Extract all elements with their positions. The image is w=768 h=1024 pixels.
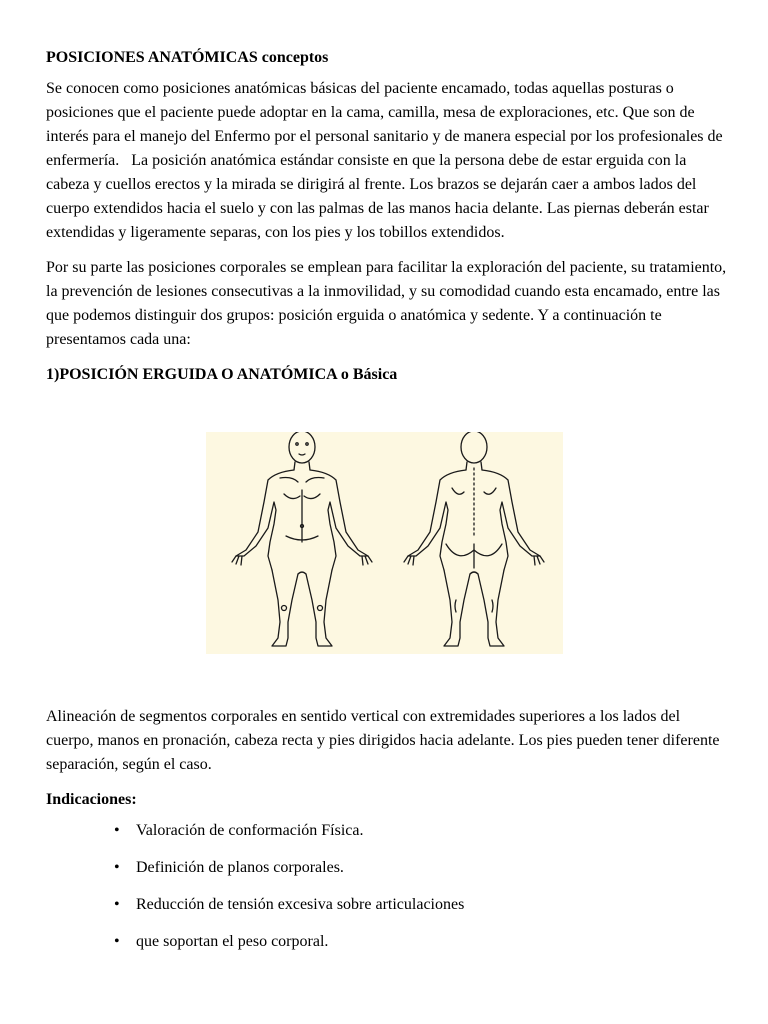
list-item-text: Definición de planos corporales. (136, 859, 344, 876)
indications-list (46, 819, 728, 954)
list-item-text: que soportan el peso corporal. (136, 933, 329, 950)
indications-heading: Indicaciones: (46, 791, 137, 808)
list-item (46, 856, 728, 880)
list-item (46, 893, 728, 917)
document-page (46, 46, 731, 394)
anatomical-position-figure (206, 432, 563, 654)
body-back-icon (404, 432, 544, 646)
after-figure-section (46, 705, 728, 967)
bullet: • (114, 933, 120, 950)
intro-paragraph: Se conocen como posiciones anatómicas básicas del paciente encamado, todas aquellas posturas o posiciones que el paciente puede adoptar en la cama, camilla, mesa de exploraciones, etc. Que son de interés para el manejo del Enfermo por el personal sanitario y de manera especial por los profesionales de enfermería. La posición anatómica estándar consiste en que la persona debe de estar erguida con la cabeza y cuellos erectos y la mirada se dirigirá al frente. Los brazos se dejarán caer a ambos lados del cuerpo extendidos hacia el suelo y con las palmas de las manos hacia delante. Las piernas deberán estar extendidas y ligeramente separas, con los pies y los tobillos extendidos. (46, 80, 727, 241)
body-positions-paragraph: Por su parte las posiciones corporales se emplean para facilitar la exploración del paciente, su tratamiento, la prevención de lesiones consecutivas a la inmovilidad, y su comodidad cuando esta encamado, entre las que podemos distinguir dos grupos: posición erguida o anatómica y sedente. Y a continuación te presentamos cada una: (46, 259, 731, 348)
body-front-icon (232, 432, 372, 646)
list-item-text: Valoración de conformación Física. (136, 822, 364, 839)
list-item (46, 930, 728, 954)
bullet: • (114, 822, 120, 839)
bullet: • (114, 859, 120, 876)
bullet: • (114, 896, 120, 913)
list-item (46, 819, 728, 843)
list-item-text: Reducción de tensión excesiva sobre articulaciones (136, 896, 465, 913)
section-heading: 1)POSICIÓN ERGUIDA O ANATÓMICA o Básica (46, 366, 398, 383)
page-title: POSICIONES ANATÓMICAS conceptos (46, 49, 329, 66)
position-description-paragraph: Alineación de segmentos corporales en sentido vertical con extremidades superiores a los lados del cuerpo, manos en pronación, cabeza recta y pies dirigidos hacia adelante. Los pies pueden tener diferente separación, según el caso. (46, 708, 724, 773)
